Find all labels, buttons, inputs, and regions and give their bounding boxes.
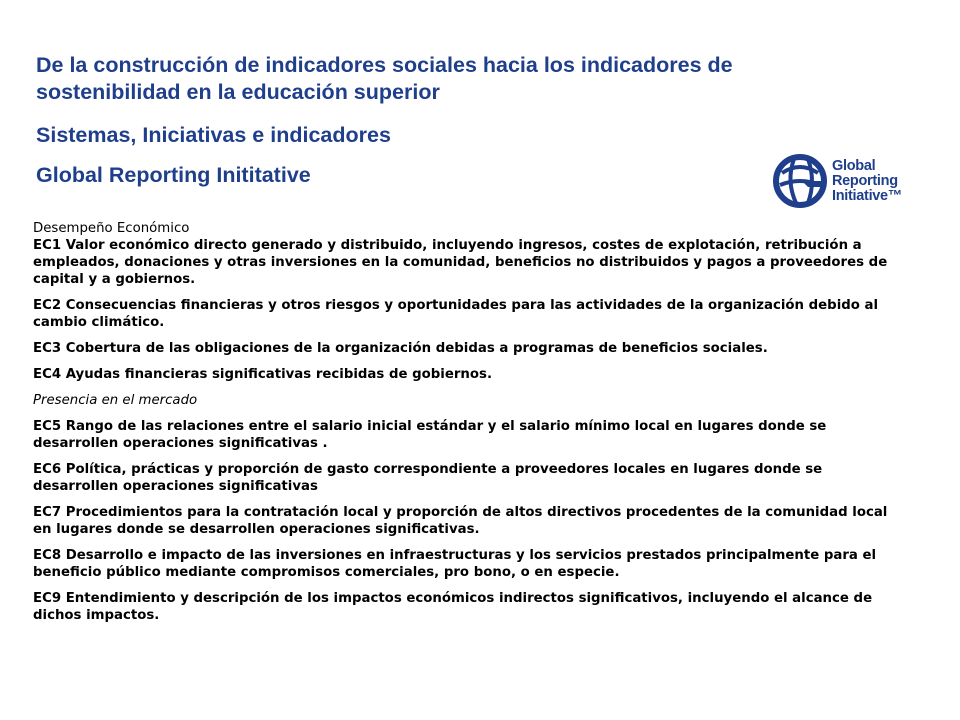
section-label-economic-performance: Desempeño Económico bbox=[33, 221, 190, 236]
indicator-ec1: EC1 Valor económico directo generado y distribuido, incluyendo ingresos, costes de explotación, retribución a empleados, donaciones y otras inversiones en la comunidad, beneficios no distribuidos y pagos a proveedores de capital y a gobiernos. bbox=[33, 238, 888, 287]
indicator-list bbox=[33, 220, 893, 633]
indicator-ec9: EC9 Entendimiento y descripción de los impactos económicos indirectos significativos, incluyendo el alcance de dichos impactos. bbox=[33, 591, 873, 623]
page-title: De la construcción de indicadores sociales hacia los indicadores de sostenibilidad en la educación superior bbox=[36, 53, 733, 104]
indicator-ec7: EC7 Procedimientos para la contratación local y proporción de altos directivos procedentes de la comunidad local en lugares donde se desarrollen operaciones significativas. bbox=[33, 505, 888, 537]
logo-line-1: Global bbox=[832, 157, 876, 174]
indicator-ec8: EC8 Desarrollo e impacto de las inversiones en infraestructuras y los servicios prestados principalmente para el beneficio público mediante compromisos comerciales, pro bono, o en especie. bbox=[33, 548, 877, 580]
organization-subtitle: Global Reporting Inititative bbox=[36, 163, 311, 187]
indicator-ec3: EC3 Cobertura de las obligaciones de la organización debidas a programas de beneficios sociales. bbox=[33, 341, 768, 356]
globe-icon bbox=[772, 151, 828, 211]
indicator-ec5: EC5 Rango de las relaciones entre el salario inicial estándar y el salario mínimo local en lugares donde se desarrollen operaciones significativas . bbox=[33, 419, 827, 451]
gri-logo bbox=[772, 148, 912, 214]
logo-wordmark bbox=[832, 159, 902, 204]
logo-line-2: Reporting bbox=[832, 172, 898, 189]
indicator-ec6: EC6 Política, prácticas y proporción de gasto correspondiente a proveedores locales en lugares donde se desarrollen operaciones significativas bbox=[33, 462, 823, 494]
indicator-ec4: EC4 Ayudas financieras significativas recibidas de gobiernos. bbox=[33, 367, 492, 382]
section-subtitle: Sistemas, Iniciativas e indicadores bbox=[36, 123, 391, 147]
section-label-market-presence: Presencia en el mercado bbox=[33, 393, 198, 408]
indicator-ec2: EC2 Consecuencias financieras y otros riesgos y oportunidades para las actividades de la organización debido al cambio climático. bbox=[33, 298, 879, 330]
logo-line-3: Initiative™ bbox=[832, 187, 903, 204]
